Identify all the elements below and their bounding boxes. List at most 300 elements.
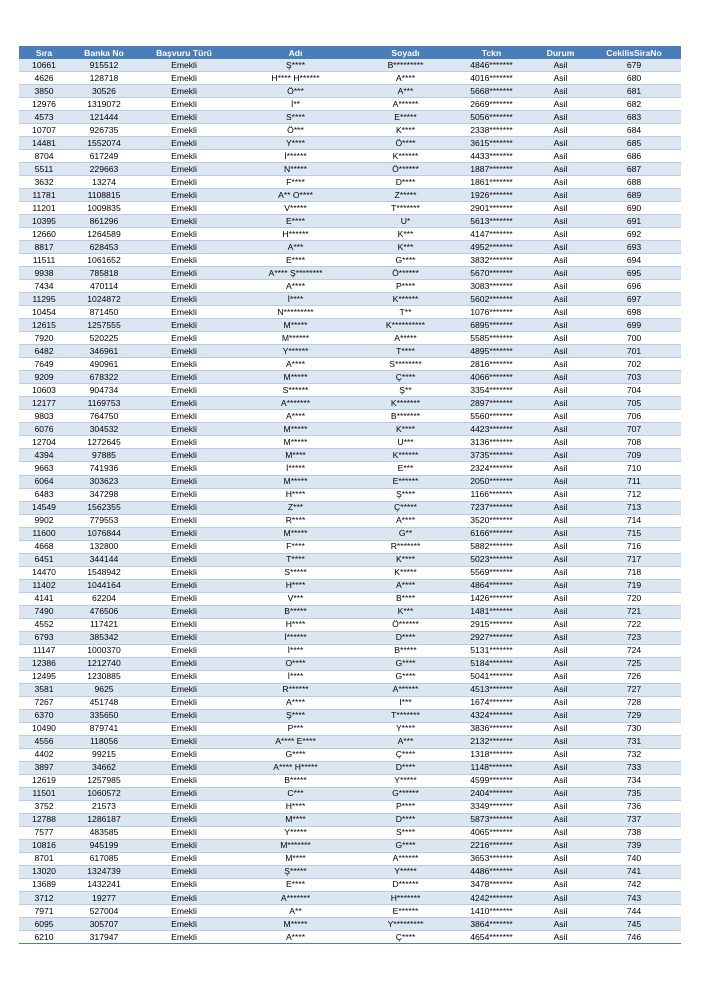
table-row bbox=[19, 631, 681, 644]
cell-sira: 10490 bbox=[19, 722, 69, 735]
cell-durum: Asil bbox=[534, 59, 587, 72]
cell-banka-no: 1060572 bbox=[69, 787, 139, 800]
table-row bbox=[19, 501, 681, 514]
cell-tckn: 2816******* bbox=[449, 358, 534, 371]
cell-tckn: 1076******* bbox=[449, 306, 534, 319]
table-row bbox=[19, 618, 681, 631]
table-row bbox=[19, 280, 681, 293]
cell-soyadi: E****** bbox=[362, 905, 449, 918]
cell-cekilis-sira-no: 716 bbox=[587, 540, 681, 553]
cell-durum: Asil bbox=[534, 826, 587, 839]
cell-basvuru-turu: Emekli bbox=[139, 670, 229, 683]
cell-basvuru-turu: Emekli bbox=[139, 631, 229, 644]
cell-adi: A**** bbox=[229, 280, 362, 293]
cell-banka-no: 347298 bbox=[69, 488, 139, 501]
cell-basvuru-turu: Emekli bbox=[139, 111, 229, 124]
cell-banka-no: 62204 bbox=[69, 592, 139, 605]
cell-soyadi: D**** bbox=[362, 761, 449, 774]
cell-tckn: 4513******* bbox=[449, 683, 534, 696]
cell-basvuru-turu: Emekli bbox=[139, 358, 229, 371]
cell-adi: V***** bbox=[229, 202, 362, 215]
cell-adi: M***** bbox=[229, 918, 362, 931]
table-row bbox=[19, 384, 681, 397]
table-row bbox=[19, 918, 681, 931]
table-row bbox=[19, 462, 681, 475]
cell-soyadi: Ö****** bbox=[362, 618, 449, 631]
cell-adi: A**** bbox=[229, 696, 362, 709]
cell-basvuru-turu: Emekli bbox=[139, 189, 229, 202]
cell-soyadi: A**** bbox=[362, 579, 449, 592]
cell-cekilis-sira-no: 685 bbox=[587, 137, 681, 150]
cell-adi: T**** bbox=[229, 553, 362, 566]
cell-tckn: 4654******* bbox=[449, 931, 534, 944]
cell-adi: Z*** bbox=[229, 501, 362, 514]
results-table bbox=[19, 46, 681, 944]
cell-adi: İ**** bbox=[229, 670, 362, 683]
cell-sira: 6095 bbox=[19, 918, 69, 931]
cell-soyadi: U*** bbox=[362, 436, 449, 449]
cell-durum: Asil bbox=[534, 202, 587, 215]
cell-basvuru-turu: Emekli bbox=[139, 852, 229, 865]
cell-cekilis-sira-no: 742 bbox=[587, 878, 681, 891]
cell-banka-no: 678322 bbox=[69, 371, 139, 384]
cell-sira: 4402 bbox=[19, 748, 69, 761]
cell-durum: Asil bbox=[534, 501, 587, 514]
cell-basvuru-turu: Emekli bbox=[139, 150, 229, 163]
cell-durum: Asil bbox=[534, 579, 587, 592]
cell-tckn: 3136******* bbox=[449, 436, 534, 449]
table-row bbox=[19, 371, 681, 384]
cell-sira: 6064 bbox=[19, 475, 69, 488]
cell-cekilis-sira-no: 711 bbox=[587, 475, 681, 488]
cell-cekilis-sira-no: 726 bbox=[587, 670, 681, 683]
cell-basvuru-turu: Emekli bbox=[139, 761, 229, 774]
cell-basvuru-turu: Emekli bbox=[139, 918, 229, 931]
cell-adi: İ****** bbox=[229, 150, 362, 163]
cell-basvuru-turu: Emekli bbox=[139, 553, 229, 566]
cell-adi: M******* bbox=[229, 839, 362, 852]
cell-soyadi: A**** bbox=[362, 72, 449, 85]
cell-durum: Asil bbox=[534, 163, 587, 176]
cell-durum: Asil bbox=[534, 670, 587, 683]
cell-banka-no: 904734 bbox=[69, 384, 139, 397]
cell-cekilis-sira-no: 735 bbox=[587, 787, 681, 800]
cell-banka-no: 303623 bbox=[69, 475, 139, 488]
cell-cekilis-sira-no: 730 bbox=[587, 722, 681, 735]
cell-sira: 12976 bbox=[19, 98, 69, 111]
cell-tckn: 2669******* bbox=[449, 98, 534, 111]
cell-durum: Asil bbox=[534, 748, 587, 761]
cell-adi: E**** bbox=[229, 878, 362, 891]
cell-durum: Asil bbox=[534, 280, 587, 293]
cell-cekilis-sira-no: 699 bbox=[587, 319, 681, 332]
cell-basvuru-turu: Emekli bbox=[139, 462, 229, 475]
cell-sira: 6210 bbox=[19, 931, 69, 944]
cell-sira: 11201 bbox=[19, 202, 69, 215]
cell-banka-no: 19277 bbox=[69, 892, 139, 905]
table-row bbox=[19, 59, 681, 72]
cell-sira: 11600 bbox=[19, 527, 69, 540]
cell-adi: İ***** bbox=[229, 462, 362, 475]
cell-sira: 3850 bbox=[19, 85, 69, 98]
cell-sira: 9803 bbox=[19, 410, 69, 423]
cell-basvuru-turu: Emekli bbox=[139, 475, 229, 488]
cell-durum: Asil bbox=[534, 605, 587, 618]
cell-sira: 7267 bbox=[19, 696, 69, 709]
cell-sira: 4394 bbox=[19, 449, 69, 462]
cell-sira: 11147 bbox=[19, 644, 69, 657]
cell-cekilis-sira-no: 741 bbox=[587, 865, 681, 878]
cell-adi: H**** bbox=[229, 488, 362, 501]
cell-basvuru-turu: Emekli bbox=[139, 163, 229, 176]
cell-cekilis-sira-no: 733 bbox=[587, 761, 681, 774]
cell-cekilis-sira-no: 697 bbox=[587, 293, 681, 306]
cell-adi: S****** bbox=[229, 384, 362, 397]
cell-banka-no: 305707 bbox=[69, 918, 139, 931]
cell-banka-no: 1257985 bbox=[69, 774, 139, 787]
cell-sira: 9663 bbox=[19, 462, 69, 475]
cell-tckn: 1318******* bbox=[449, 748, 534, 761]
cell-cekilis-sira-no: 734 bbox=[587, 774, 681, 787]
cell-sira: 11402 bbox=[19, 579, 69, 592]
table-row bbox=[19, 345, 681, 358]
cell-tckn: 3083******* bbox=[449, 280, 534, 293]
cell-basvuru-turu: Emekli bbox=[139, 423, 229, 436]
cell-durum: Asil bbox=[534, 852, 587, 865]
cell-cekilis-sira-no: 731 bbox=[587, 735, 681, 748]
cell-adi: A**** bbox=[229, 358, 362, 371]
cell-banka-no: 346961 bbox=[69, 345, 139, 358]
cell-banka-no: 470114 bbox=[69, 280, 139, 293]
cell-soyadi: Ç**** bbox=[362, 931, 449, 944]
cell-durum: Asil bbox=[534, 462, 587, 475]
cell-tckn: 3354******* bbox=[449, 384, 534, 397]
cell-basvuru-turu: Emekli bbox=[139, 345, 229, 358]
cell-sira: 7920 bbox=[19, 332, 69, 345]
cell-adi: A** bbox=[229, 905, 362, 918]
cell-sira: 14481 bbox=[19, 137, 69, 150]
cell-banka-no: 628453 bbox=[69, 241, 139, 254]
cell-sira: 11781 bbox=[19, 189, 69, 202]
cell-basvuru-turu: Emekli bbox=[139, 124, 229, 137]
table-row bbox=[19, 410, 681, 423]
cell-banka-no: 1009835 bbox=[69, 202, 139, 215]
cell-banka-no: 520225 bbox=[69, 332, 139, 345]
cell-basvuru-turu: Emekli bbox=[139, 683, 229, 696]
cell-soyadi: G**** bbox=[362, 839, 449, 852]
cell-banka-no: 117421 bbox=[69, 618, 139, 631]
cell-cekilis-sira-no: 691 bbox=[587, 215, 681, 228]
cell-sira: 10454 bbox=[19, 306, 69, 319]
table-row bbox=[19, 423, 681, 436]
cell-durum: Asil bbox=[534, 215, 587, 228]
cell-basvuru-turu: Emekli bbox=[139, 826, 229, 839]
cell-adi: Ş**** bbox=[229, 709, 362, 722]
cell-sira: 6483 bbox=[19, 488, 69, 501]
cell-soyadi: D**** bbox=[362, 813, 449, 826]
cell-soyadi: A***** bbox=[362, 332, 449, 345]
cell-basvuru-turu: Emekli bbox=[139, 85, 229, 98]
cell-tckn: 5585******* bbox=[449, 332, 534, 345]
cell-sira: 13689 bbox=[19, 878, 69, 891]
cell-tckn: 1410******* bbox=[449, 905, 534, 918]
cell-sira: 12704 bbox=[19, 436, 69, 449]
cell-sira: 7649 bbox=[19, 358, 69, 371]
cell-soyadi: Y********* bbox=[362, 918, 449, 931]
cell-adi: B***** bbox=[229, 605, 362, 618]
cell-sira: 4626 bbox=[19, 72, 69, 85]
cell-soyadi: K**** bbox=[362, 553, 449, 566]
cell-tckn: 4599******* bbox=[449, 774, 534, 787]
table-row bbox=[19, 905, 681, 918]
cell-soyadi: G****** bbox=[362, 787, 449, 800]
cell-cekilis-sira-no: 740 bbox=[587, 852, 681, 865]
cell-soyadi: G**** bbox=[362, 670, 449, 683]
cell-soyadi: T** bbox=[362, 306, 449, 319]
cell-basvuru-turu: Emekli bbox=[139, 228, 229, 241]
cell-durum: Asil bbox=[534, 553, 587, 566]
table-row bbox=[19, 787, 681, 800]
cell-cekilis-sira-no: 706 bbox=[587, 410, 681, 423]
table-row bbox=[19, 709, 681, 722]
cell-sira: 7490 bbox=[19, 605, 69, 618]
cell-cekilis-sira-no: 746 bbox=[587, 931, 681, 944]
cell-soyadi: Z***** bbox=[362, 189, 449, 202]
cell-tckn: 3864******* bbox=[449, 918, 534, 931]
cell-cekilis-sira-no: 710 bbox=[587, 462, 681, 475]
cell-sira: 12495 bbox=[19, 670, 69, 683]
cell-basvuru-turu: Emekli bbox=[139, 839, 229, 852]
cell-banka-no: 483585 bbox=[69, 826, 139, 839]
cell-basvuru-turu: Emekli bbox=[139, 644, 229, 657]
table-row bbox=[19, 98, 681, 111]
cell-banka-no: 779553 bbox=[69, 514, 139, 527]
cell-tckn: 2927******* bbox=[449, 631, 534, 644]
cell-sira: 11295 bbox=[19, 293, 69, 306]
cell-banka-no: 1552074 bbox=[69, 137, 139, 150]
cell-soyadi: T******* bbox=[362, 709, 449, 722]
cell-tckn: 2915******* bbox=[449, 618, 534, 631]
cell-soyadi: K**** bbox=[362, 124, 449, 137]
table-row bbox=[19, 332, 681, 345]
cell-banka-no: 617085 bbox=[69, 852, 139, 865]
cell-basvuru-turu: Emekli bbox=[139, 748, 229, 761]
cell-durum: Asil bbox=[534, 241, 587, 254]
table-row bbox=[19, 865, 681, 878]
table-row bbox=[19, 436, 681, 449]
header-banka-no: Banka No bbox=[69, 46, 139, 59]
cell-soyadi: K****** bbox=[362, 150, 449, 163]
cell-durum: Asil bbox=[534, 176, 587, 189]
cell-tckn: 2338******* bbox=[449, 124, 534, 137]
cell-banka-no: 128718 bbox=[69, 72, 139, 85]
cell-tckn: 1887******* bbox=[449, 163, 534, 176]
table-row bbox=[19, 579, 681, 592]
cell-soyadi: P**** bbox=[362, 280, 449, 293]
cell-durum: Asil bbox=[534, 319, 587, 332]
cell-cekilis-sira-no: 682 bbox=[587, 98, 681, 111]
cell-tckn: 2897******* bbox=[449, 397, 534, 410]
cell-banka-no: 304532 bbox=[69, 423, 139, 436]
cell-basvuru-turu: Emekli bbox=[139, 202, 229, 215]
cell-cekilis-sira-no: 709 bbox=[587, 449, 681, 462]
cell-banka-no: 871450 bbox=[69, 306, 139, 319]
table-row bbox=[19, 241, 681, 254]
cell-soyadi: B********* bbox=[362, 59, 449, 72]
cell-cekilis-sira-no: 698 bbox=[587, 306, 681, 319]
cell-basvuru-turu: Emekli bbox=[139, 306, 229, 319]
cell-banka-no: 617249 bbox=[69, 150, 139, 163]
cell-cekilis-sira-no: 728 bbox=[587, 696, 681, 709]
cell-basvuru-turu: Emekli bbox=[139, 735, 229, 748]
cell-adi: Ö*** bbox=[229, 85, 362, 98]
cell-soyadi: B**** bbox=[362, 592, 449, 605]
cell-sira: 10395 bbox=[19, 215, 69, 228]
cell-basvuru-turu: Emekli bbox=[139, 618, 229, 631]
cell-cekilis-sira-no: 725 bbox=[587, 657, 681, 670]
table-row bbox=[19, 449, 681, 462]
cell-adi: A**** Ş******** bbox=[229, 267, 362, 280]
cell-cekilis-sira-no: 737 bbox=[587, 813, 681, 826]
cell-tckn: 3836******* bbox=[449, 722, 534, 735]
cell-durum: Asil bbox=[534, 345, 587, 358]
cell-cekilis-sira-no: 689 bbox=[587, 189, 681, 202]
cell-durum: Asil bbox=[534, 892, 587, 905]
cell-basvuru-turu: Emekli bbox=[139, 267, 229, 280]
table-row bbox=[19, 696, 681, 709]
table-row bbox=[19, 176, 681, 189]
cell-adi: H**** bbox=[229, 800, 362, 813]
cell-basvuru-turu: Emekli bbox=[139, 488, 229, 501]
cell-sira: 10603 bbox=[19, 384, 69, 397]
cell-tckn: 5560******* bbox=[449, 410, 534, 423]
cell-tckn: 5569******* bbox=[449, 566, 534, 579]
cell-cekilis-sira-no: 727 bbox=[587, 683, 681, 696]
cell-sira: 7434 bbox=[19, 280, 69, 293]
table-row bbox=[19, 892, 681, 905]
cell-soyadi: A*** bbox=[362, 735, 449, 748]
cell-banka-no: 132800 bbox=[69, 540, 139, 553]
cell-cekilis-sira-no: 721 bbox=[587, 605, 681, 618]
cell-cekilis-sira-no: 687 bbox=[587, 163, 681, 176]
cell-adi: M****** bbox=[229, 332, 362, 345]
table-row bbox=[19, 670, 681, 683]
table-row bbox=[19, 189, 681, 202]
cell-adi: Y***** bbox=[229, 826, 362, 839]
cell-durum: Asil bbox=[534, 657, 587, 670]
cell-sira: 3752 bbox=[19, 800, 69, 813]
cell-adi: V*** bbox=[229, 592, 362, 605]
cell-basvuru-turu: Emekli bbox=[139, 254, 229, 267]
cell-soyadi: Ö****** bbox=[362, 163, 449, 176]
cell-soyadi: Ş** bbox=[362, 384, 449, 397]
cell-tckn: 1426******* bbox=[449, 592, 534, 605]
table-row bbox=[19, 124, 681, 137]
cell-sira: 12660 bbox=[19, 228, 69, 241]
cell-basvuru-turu: Emekli bbox=[139, 371, 229, 384]
cell-banka-no: 476506 bbox=[69, 605, 139, 618]
cell-soyadi: A****** bbox=[362, 98, 449, 111]
table-row bbox=[19, 475, 681, 488]
cell-soyadi: Ö****** bbox=[362, 267, 449, 280]
cell-adi: M***** bbox=[229, 423, 362, 436]
cell-banka-no: 1319072 bbox=[69, 98, 139, 111]
cell-cekilis-sira-no: 694 bbox=[587, 254, 681, 267]
cell-durum: Asil bbox=[534, 475, 587, 488]
cell-soyadi: B***** bbox=[362, 644, 449, 657]
cell-cekilis-sira-no: 707 bbox=[587, 423, 681, 436]
cell-tckn: 2216******* bbox=[449, 839, 534, 852]
cell-basvuru-turu: Emekli bbox=[139, 280, 229, 293]
cell-durum: Asil bbox=[534, 761, 587, 774]
cell-cekilis-sira-no: 729 bbox=[587, 709, 681, 722]
cell-banka-no: 1000370 bbox=[69, 644, 139, 657]
cell-sira: 10661 bbox=[19, 59, 69, 72]
cell-durum: Asil bbox=[534, 514, 587, 527]
cell-basvuru-turu: Emekli bbox=[139, 892, 229, 905]
cell-basvuru-turu: Emekli bbox=[139, 449, 229, 462]
header-tckn: Tckn bbox=[449, 46, 534, 59]
cell-durum: Asil bbox=[534, 410, 587, 423]
cell-tckn: 1926******* bbox=[449, 189, 534, 202]
cell-durum: Asil bbox=[534, 592, 587, 605]
cell-cekilis-sira-no: 714 bbox=[587, 514, 681, 527]
cell-durum: Asil bbox=[534, 371, 587, 384]
cell-sira: 4552 bbox=[19, 618, 69, 631]
cell-durum: Asil bbox=[534, 423, 587, 436]
cell-adi: A**** E**** bbox=[229, 735, 362, 748]
cell-banka-no: 861296 bbox=[69, 215, 139, 228]
cell-tckn: 5041******* bbox=[449, 670, 534, 683]
cell-banka-no: 926735 bbox=[69, 124, 139, 137]
cell-soyadi: B******* bbox=[362, 410, 449, 423]
cell-soyadi: A****** bbox=[362, 683, 449, 696]
cell-sira: 4573 bbox=[19, 111, 69, 124]
cell-cekilis-sira-no: 743 bbox=[587, 892, 681, 905]
cell-cekilis-sira-no: 683 bbox=[587, 111, 681, 124]
cell-adi: Ş**** bbox=[229, 59, 362, 72]
cell-adi: Ö*** bbox=[229, 124, 362, 137]
cell-durum: Asil bbox=[534, 189, 587, 202]
table-row bbox=[19, 813, 681, 826]
cell-cekilis-sira-no: 738 bbox=[587, 826, 681, 839]
cell-cekilis-sira-no: 736 bbox=[587, 800, 681, 813]
cell-tckn: 4846******* bbox=[449, 59, 534, 72]
cell-sira: 12177 bbox=[19, 397, 69, 410]
cell-durum: Asil bbox=[534, 72, 587, 85]
cell-sira: 3897 bbox=[19, 761, 69, 774]
table-row bbox=[19, 254, 681, 267]
cell-banka-no: 1272645 bbox=[69, 436, 139, 449]
cell-banka-no: 1548942 bbox=[69, 566, 139, 579]
cell-durum: Asil bbox=[534, 644, 587, 657]
cell-cekilis-sira-no: 688 bbox=[587, 176, 681, 189]
cell-soyadi: K**** bbox=[362, 423, 449, 436]
table-row bbox=[19, 137, 681, 150]
cell-basvuru-turu: Emekli bbox=[139, 722, 229, 735]
cell-sira: 6451 bbox=[19, 553, 69, 566]
cell-banka-no: 385342 bbox=[69, 631, 139, 644]
cell-sira: 7971 bbox=[19, 905, 69, 918]
cell-cekilis-sira-no: 692 bbox=[587, 228, 681, 241]
cell-basvuru-turu: Emekli bbox=[139, 709, 229, 722]
table-row bbox=[19, 202, 681, 215]
cell-cekilis-sira-no: 702 bbox=[587, 358, 681, 371]
cell-tckn: 5056******* bbox=[449, 111, 534, 124]
table-row bbox=[19, 553, 681, 566]
cell-soyadi: U* bbox=[362, 215, 449, 228]
cell-adi: M***** bbox=[229, 475, 362, 488]
